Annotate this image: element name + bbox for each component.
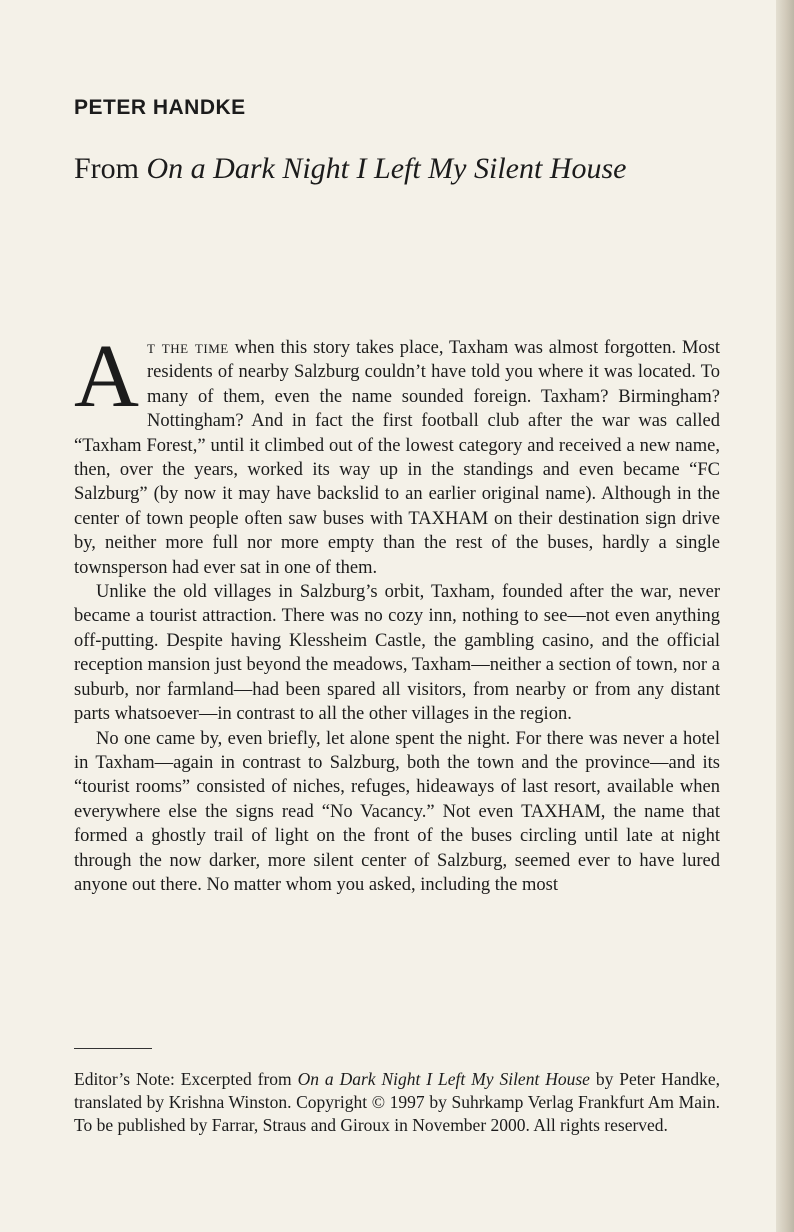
note-lead: Editor’s Note: Excerpted from xyxy=(74,1069,298,1089)
title-work: On a Dark Night I Left My Silent House xyxy=(146,152,627,185)
note-work: On a Dark Night I Left My Silent House xyxy=(297,1069,590,1089)
editors-note xyxy=(74,1068,720,1137)
paragraph-3: No one came by, even briefly, let alone spent the night. For there was never a hotel in Taxham—again in contrast to Salzburg, both the town and the province—and its “tourist rooms” consisted of niches, refuges, hideaways of last resort, available when everywhere else the signs read “No Vacancy.” Not even TAXHAM, the name that formed a ghostly trail of light on the front of the buses circling until late at night through the now darker, more silent center of Salzburg, seemed ever to have lured anyone out there. No matter whom you asked, including the most xyxy=(74,728,720,895)
page-title xyxy=(74,150,714,188)
title-prefix: From xyxy=(74,152,147,185)
body-text xyxy=(74,327,720,897)
page-edge xyxy=(776,0,794,1232)
paragraph-1-text: when this story takes place, Taxham was almost forgotten. Most residents of nearby Salzburg couldn’t have told you where it was located. To many of them, even the name sounded foreign. Taxham? Birmingham? Nottingham? And in fact the first football club after the war was called “Taxham Forest,” until it climbed out of the lowest category and received a new name, then, over the years, worked its way up in the standings and even became “FC Salzburg” (by now it may have backslid to an earlier original name). Although in the center of town people often saw buses with TAXHAM on their destination sign drive by, neither more full nor more empty than the rest of the buses, hardly a single townsperson had ever sat in one of them. xyxy=(74,338,720,578)
paragraph-2: Unlike the old villages in Salzburg’s orbit, Taxham, founded after the war, never became a tourist attraction. There was no cozy inn, nothing to see—not even anything off-putting. Despite having Klessheim Castle, the gambling casino, and the official reception mansion just beyond the meadows, Taxham—neither a section of town, nor a suburb, nor farmland—had been spared all visitors, from nearby or from any distant parts whatsoever—in contrast to all the other villages in the region. xyxy=(74,582,720,725)
note-rest: by Peter Handke, translated by Krishna Winston. Copyright © 1997 by Suhrkamp Verlag Frankfurt Am Main. To be published by Farrar, Straus and Giroux in November 2000. All rights reserved. xyxy=(74,1069,720,1135)
lead-smallcaps: t the time xyxy=(147,338,229,358)
footnote-rule xyxy=(74,1048,152,1049)
paragraph-1 xyxy=(74,327,720,580)
author-name: PETER HANDKE xyxy=(74,96,246,119)
drop-cap: A xyxy=(74,327,139,426)
